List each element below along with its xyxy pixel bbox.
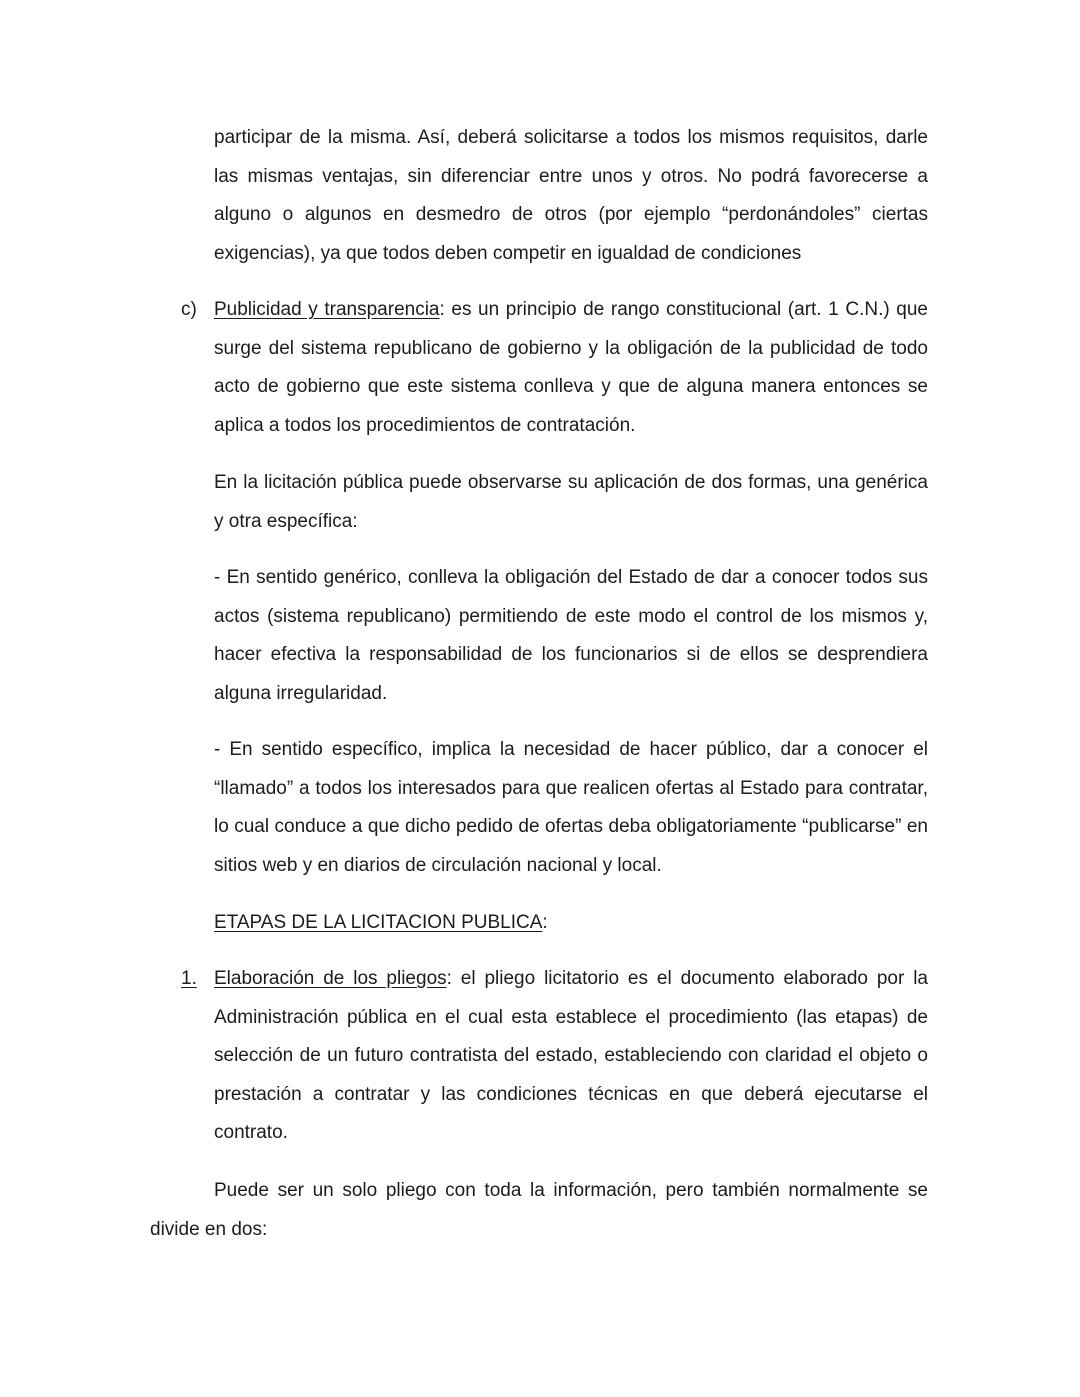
section-heading-suffix: :	[542, 912, 548, 933]
list-item-1-body: : el pliego licitatorio es el documento elaborado por la Administración pública en el cual esta establece el procedimiento (las etapas) de selección de un futuro contratista del estado, estableciendo con claridad el objeto o prestación a contratar y las condiciones técnicas en que deberá ejecutarse el contrato.	[214, 968, 928, 1144]
list-item-1-title: Elaboración de los pliegos	[214, 968, 447, 989]
list-item-c	[214, 291, 928, 445]
list-item-c-body: : es un principio de rango constitucional (art. 1 C.N.) que surge del sistema republicano de gobierno y la obligación de la publicidad de todo acto de gobierno que este sistema conlleva y que de alguna manera entonces se aplica a todos los procedimientos de contratación.	[214, 299, 928, 436]
section-heading	[214, 904, 928, 943]
paragraph-sentido-generico: - En sentido genérico, conlleva la obligación del Estado de dar a conocer todos sus actos (sistema republicano) permitiendo de este modo el control de los mismos y, hacer efectiva la responsabilidad de los funcionarios si de ellos se desprendiera alguna irregularidad.	[214, 567, 928, 704]
list-item-1	[214, 960, 928, 1153]
paragraph-final: Puede ser un solo pliego con toda la información, pero también normalmente se divide en dos:	[150, 1180, 928, 1240]
paragraph-licitacion: En la licitación pública puede observarse su aplicación de dos formas, una genérica y otra específica:	[214, 472, 928, 532]
paragraph-sentido-especifico: - En sentido específico, implica la necesidad de hacer público, dar a conocer el “llamado” a todos los interesados para que realicen ofertas al Estado para contratar, lo cual conduce a que dicho pedido de ofertas deba obligatoriamente “publicarse” en sitios web y en diarios de circulación nacional y local.	[214, 739, 928, 876]
list-item-c-title: Publicidad y transparencia	[214, 299, 440, 320]
list-marker-1: 1.	[181, 968, 197, 989]
list-marker-c: c)	[181, 299, 197, 320]
section-heading-text: ETAPAS DE LA LICITACION PUBLICA	[214, 912, 543, 933]
paragraph-continuation: participar de la misma. Así, deberá solicitarse a todos los mismos requisitos, darle las mismas ventajas, sin diferenciar entre unos y otros. No podrá favorecerse a alguno o algunos en desmedro de otros (por ejemplo “perdonándoles” ciertas exigencias), ya que todos deben competir en igualdad de condiciones	[214, 127, 928, 264]
